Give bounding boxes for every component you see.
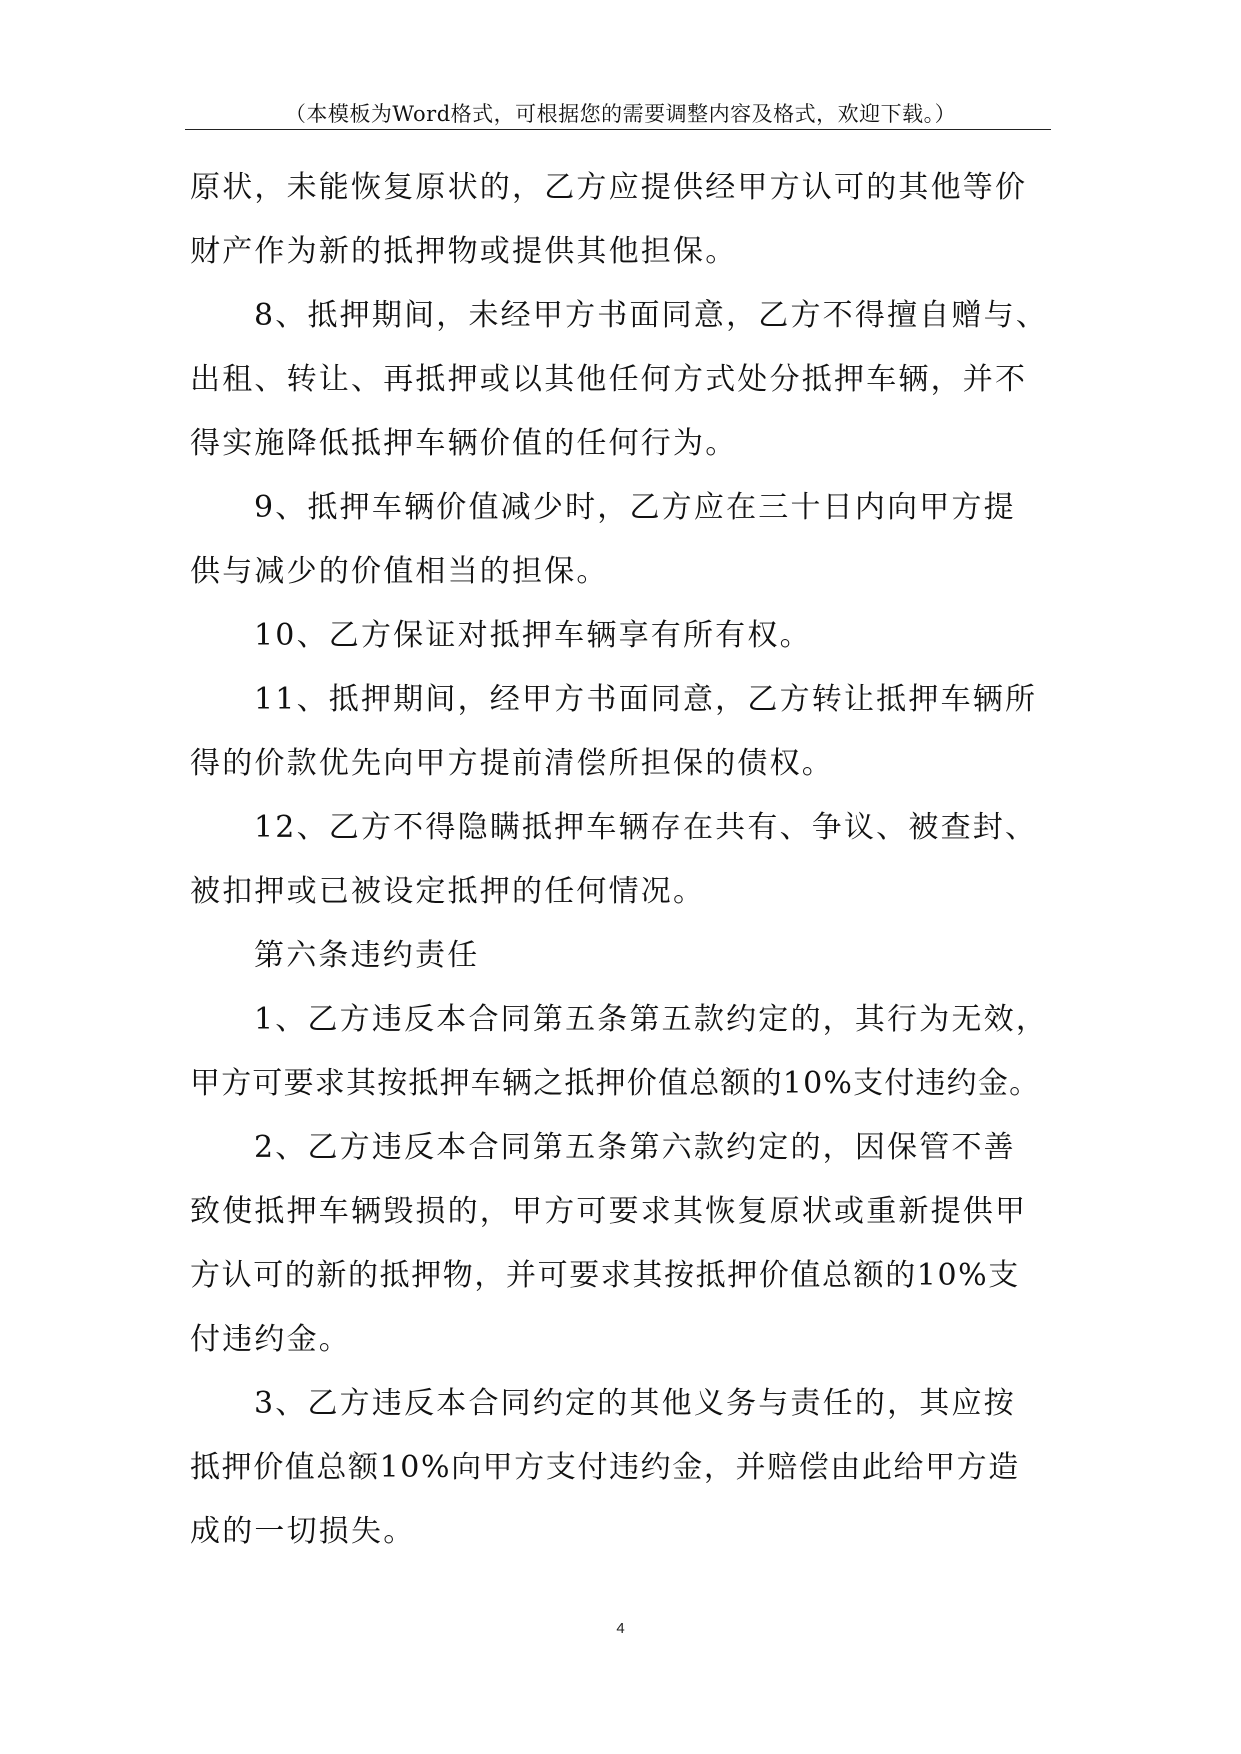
text-line: 原状，未能恢复原状的，乙方应提供经甲方认可的其他等价 <box>190 170 1028 205</box>
template-notice: （本模板为Word格式，可根据您的需要调整内容及格式，欢迎下载。） <box>284 102 957 126</box>
clause-11-line: 11、抵押期间，经甲方书面同意，乙方转让抵押车辆所 <box>254 682 1038 717</box>
text-line: 抵押价值总额10%向甲方支付违约金，并赔偿由此给甲方造 <box>190 1450 1020 1485</box>
page-number: 4 <box>616 1620 625 1637</box>
text-line: 财产作为新的抵押物或提供其他担保。 <box>190 234 738 269</box>
clause-10-line: 10、乙方保证对抵押车辆享有所有权。 <box>254 618 812 653</box>
text-line: 供与减少的价值相当的担保。 <box>190 554 609 589</box>
text-line: 成的一切损失。 <box>190 1514 416 1549</box>
text-line: 得实施降低抵押车辆价值的任何行为。 <box>190 426 738 461</box>
liability-2-line: 2、乙方违反本合同第五条第六款约定的，因保管不善 <box>254 1130 1016 1165</box>
text-line: 方认可的新的抵押物，并可要求其按抵押价值总额的10%支 <box>190 1258 1020 1293</box>
text-line: 甲方可要求其按抵押车辆之抵押价值总额的10%支付违约金。 <box>190 1066 1041 1101</box>
clause-9-line: 9、抵押车辆价值减少时，乙方应在三十日内向甲方提 <box>254 490 1016 525</box>
liability-3-line: 3、乙方违反本合同约定的其他义务与责任的，其应按 <box>254 1386 1016 1421</box>
liability-1-line: 1、乙方违反本合同第五条第五款约定的，其行为无效， <box>254 1002 1049 1037</box>
text-line: 被扣押或已被设定抵押的任何情况。 <box>190 874 706 909</box>
header-divider <box>185 129 1051 130</box>
text-line: 致使抵押车辆毁损的，甲方可要求其恢复原状或重新提供甲 <box>190 1194 1028 1229</box>
clause-8-line: 8、抵押期间，未经甲方书面同意，乙方不得擅自赠与、 <box>254 298 1049 333</box>
text-line: 得的价款优先向甲方提前清偿所担保的债权。 <box>190 746 834 781</box>
clause-12-line: 12、乙方不得隐瞒抵押车辆存在共有、争议、被查封、 <box>254 810 1038 845</box>
document-body <box>190 156 1070 1564</box>
section-heading: 第六条违约责任 <box>254 938 480 973</box>
text-line: 出租、转让、再抵押或以其他任何方式处分抵押车辆，并不 <box>190 362 1028 397</box>
text-line: 付违约金。 <box>190 1322 351 1357</box>
